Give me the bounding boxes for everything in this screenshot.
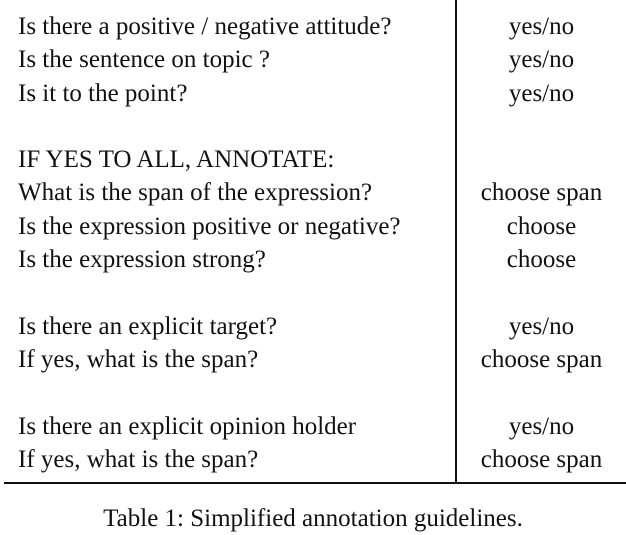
table-row <box>0 343 626 376</box>
answer-cell <box>456 276 626 309</box>
answer-cell: choose span <box>480 345 603 373</box>
question-cell <box>0 110 456 143</box>
section-heading-cell: IF YES TO ALL, ANNOTATE: <box>0 143 456 176</box>
table-bottom-rule <box>4 482 626 484</box>
question-cell: Is the expression positive or negative? <box>0 210 456 243</box>
question-cell: What is the span of the expression? <box>0 176 456 209</box>
table-row <box>0 310 626 343</box>
table-row-spacer <box>0 376 626 409</box>
question-cell: Is the expression strong? <box>0 243 456 276</box>
answer-cell: yes/no <box>508 46 575 74</box>
table-row-spacer <box>0 110 626 143</box>
question-cell: Is the sentence on topic ? <box>0 43 456 76</box>
table-row-spacer <box>0 276 626 309</box>
answer-cell: choose <box>506 212 577 240</box>
question-cell: Is it to the point? <box>0 77 456 110</box>
table-row <box>0 143 626 176</box>
question-cell: Is there an explicit target? <box>0 310 456 343</box>
answer-cell: yes/no <box>508 79 575 107</box>
table-row <box>0 410 626 443</box>
answer-cell: yes/no <box>508 412 575 440</box>
question-cell: Is there an explicit opinion holder <box>0 410 456 443</box>
question-cell <box>0 376 456 409</box>
answer-cell: choose <box>506 246 577 274</box>
answer-cell: yes/no <box>508 312 575 340</box>
answer-cell: choose span <box>480 445 603 473</box>
question-cell: Is there a positive / negative attitude? <box>0 0 456 43</box>
answer-cell <box>456 143 626 176</box>
table-row <box>0 210 626 243</box>
answer-cell: yes/no <box>508 13 575 40</box>
question-cell <box>0 276 456 309</box>
table-row <box>0 243 626 276</box>
question-cell: If yes, what is the span? <box>0 343 456 376</box>
table-row <box>0 0 626 43</box>
question-cell: If yes, what is the span? <box>0 443 456 484</box>
table-caption: Table 1: Simplified annotation guidelines. <box>103 505 523 532</box>
answer-cell <box>456 376 626 409</box>
answer-cell: choose span <box>480 179 603 207</box>
answer-cell <box>456 110 626 143</box>
table-row <box>0 443 626 484</box>
table-row <box>0 176 626 209</box>
table-row <box>0 43 626 76</box>
table-row <box>0 77 626 110</box>
